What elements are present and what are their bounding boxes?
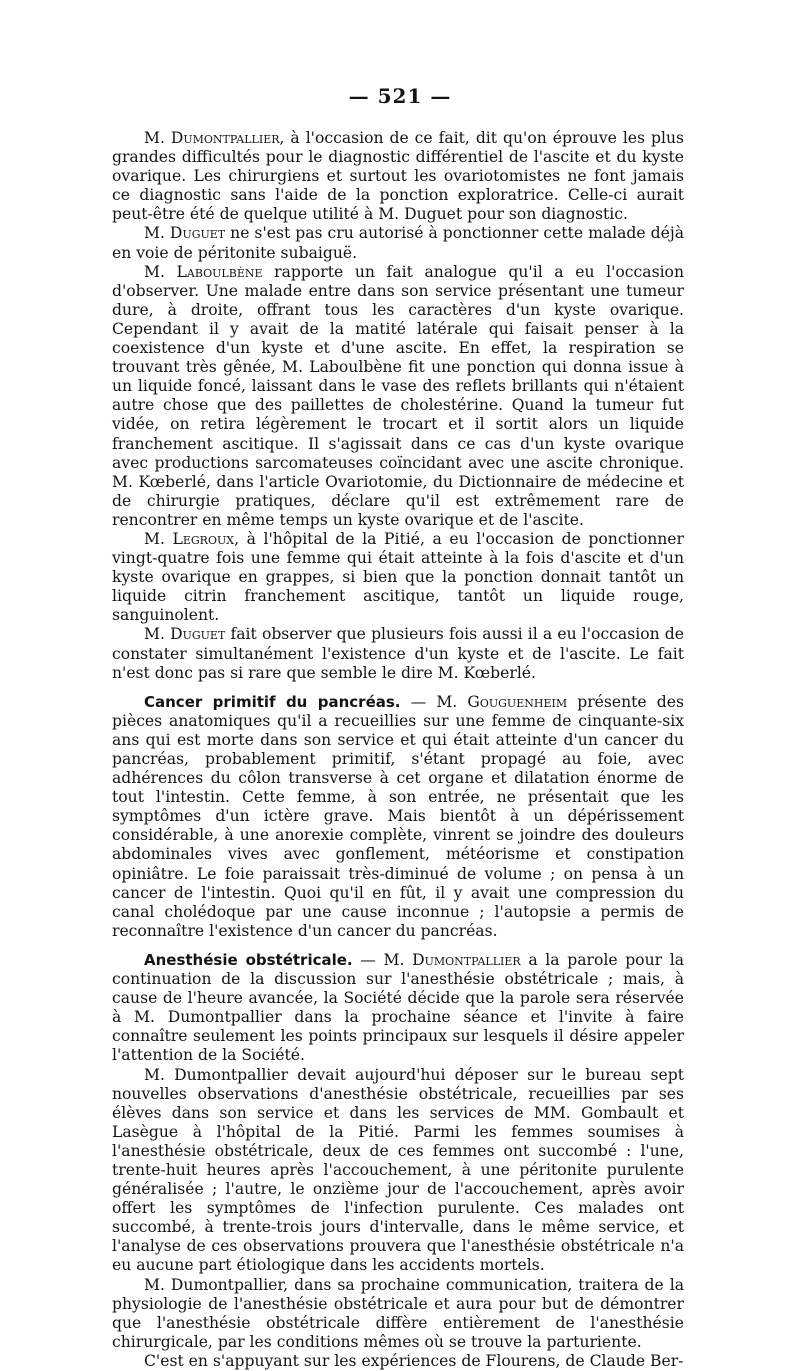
document-body xyxy=(112,129,684,1371)
paragraph-text: , à l'hôpital de la Pitié, a eu l'occasion de ponctionner vingt-quatre fois une femme qui était atteinte à la fois d'ascite et d'un kyste ovarique en grappes, si bien que la ponction donnait tantôt un liquide citrin franchement ascitique, tantôt un liquide rouge, sanguinolent. xyxy=(112,529,684,625)
paragraph-text: fait observer que plusieurs fois aussi il a eu l'occasion de constater simultanément l'existence d'un kyste et de l'ascite. Le fait n'est donc pas si rare que semble le dire M. Kœberlé. xyxy=(112,625,685,682)
speaker-name: M. Legroux xyxy=(144,529,235,548)
paragraph-text: a la parole pour la continuation de la discussion sur l'anesthésie obstétricale ; mais, à cause de l'heure avancée, la Société décide que la parole sera réservée à M. Dumontpallier dans la prochaine séance et l'invite à faire connaître seulement les points principaux sur lesquels il désire appeler l'attention de la Société. xyxy=(112,950,684,1065)
paragraph-text: présente des pièces anatomiques qu'il a recueillies sur une femme de cinquante-six ans qui est morte dans son service et qui était atteinte d'un cancer du pancréas, probablement primitif, s'étant propagé au foie, avec adhérences du côlon transverse à cet organe et dilatation énorme de tout l'intestin. Cette femme, à son entrée, ne présentait que les symptômes d'un ictère grave. Mais bientôt à un dépérissement considérable, à une anorexie complète, vinrent se joindre des douleurs abdominales vives avec gonflement, météorisme et constipation opiniâtre. Le foie paraissait très-diminué de volume ; on pensa à un cancer de l'intestin. Quoi qu'il en fût, il y avait une compression du canal cholédoque par une cause inconnue ; l'autopsie a permis de reconnaître l'existence d'un cancer du pancréas. xyxy=(112,692,684,940)
speaker-name: M. Gouguenheim xyxy=(436,692,568,711)
speaker-name: M. Dumontpallier xyxy=(144,129,280,147)
paragraph-text: , à l'occasion de ce fait, dit qu'on éprouve les plus grandes difficultés pour le diagnostic différentiel de l'ascite et du kyste ovarique. Les chirurgiens et surtout les ovariotomistes ne font jamais ce diagnostic sans l'aide de la ponction exploratrice. Celle-ci aurait peut-être été de quelque utilité à M. Duguet pour son diagnostic. xyxy=(112,129,685,224)
paragraph-duguet xyxy=(112,224,684,262)
section-gap xyxy=(112,941,684,951)
paragraph-legroux xyxy=(112,530,684,625)
paragraph-observations xyxy=(112,1066,684,1276)
speaker-name: M. Duguet xyxy=(144,625,226,644)
paragraph-final xyxy=(112,1352,684,1371)
section-title: Cancer primitif du pancréas. xyxy=(144,692,401,711)
paragraph-text: ne s'est pas cru autorisé à ponctionner cette malade déjà en voie de péritonite subaiguë. xyxy=(112,224,684,262)
paragraph-text: C'est en s'appuyant sur les expériences de Flourens, de Claude Ber- xyxy=(144,1351,684,1370)
paragraph-text: M. Dumontpallier devait aujourd'hui déposer sur le bureau sept nouvelles observations d'anesthésie obstétricale, recueillies par ses élèves dans son service et dans les services de MM. Gombault et Lasègue à l'hôpital de la Pitié. Parmi les femmes soumises à l'anesthésie obstétricale, deux de ces femmes ont succombé : l'une, trente-huit heures après l'accouchement, à une péritonite purulente généralisée ; l'autre, le onzième jour de l'accouchement, après avoir offert les symptômes de l'infection purulente. Ces malades ont succombé, à trente-trois jours d'intervalle, dans le même service, et l'analyse de ces observations prouvera que l'anesthésie obstétricale n'a eu aucune part étiologique dans les accidents mortels. xyxy=(112,1065,684,1275)
paragraph-laboulbene xyxy=(112,263,684,530)
page-number: — 521 — xyxy=(348,84,452,108)
speaker-name: M. Dumontpallier xyxy=(383,950,521,969)
paragraph-duguet-2 xyxy=(112,625,684,682)
section-anesthesie: Anesthésie obstétricale. — M. Dumontpallier a la parole pour la continuation de la discussion sur l'anesthésie obstétricale ; mais, à cause de l'heure avancée, la Société décide que la parole sera réservée à M. Dumontpallier dans la prochaine séance et l'invite à faire connaître seulement les points principaux sur lesquels il désire appeler l'attention de la Société. xyxy=(112,950,684,1065)
section-title: Anesthésie obstétricale. xyxy=(144,950,353,969)
paragraph-physiologie xyxy=(112,1276,684,1352)
section-gap xyxy=(112,683,684,693)
paragraph-text: rapporte un fait analogue qu'il a eu l'occasion d'observer. Une malade entre dans son service présentant une tumeur dure, à droite, offrant tous les caractères d'un kyste ovarique. Cependant il y avait de la matité latérale qui faisait penser à la coexistence d'un kyste et d'une ascite. En effet, la respiration se trouvant très gênée, M. Laboulbène fit une ponction qui donna issue à un liquide foncé, laissant dans le vase des reflets brillants qui n'étaient autre chose que des paillettes de cholestérine. Quand la tumeur fut vidée, on retira légèrement le trocart et il sortit alors un liquide franchement ascitique. Il s'agissait dans ce cas d'un kyste ovarique avec productions sarcomateuses coïncidant avec une ascite chronique. M. Kœberlé, dans l'article Ovariotomie, du Dictionnaire de médecine et de chirurgie pratiques, déclare qu'il est extrêmement rare de rencontrer en même temps un kyste ovarique et de l'ascite. xyxy=(112,262,684,529)
speaker-name: M. Laboulbène xyxy=(144,262,263,281)
paragraph-dumontpallier xyxy=(112,129,684,224)
paragraph-text: M. Dumontpallier, dans sa prochaine communication, traitera de la physiologie de l'anesthésie obstétricale et aura pour but de démontrer que l'anesthésie obstétricale diffère entièrement de l'anesthésie chirurgicale, par les conditions mêmes où se trouve la parturiente. xyxy=(112,1275,684,1351)
speaker-name: M. Duguet xyxy=(144,224,226,243)
section-cancer-pancreas: Cancer primitif du pancréas. — M. Gouguenheim présente des pièces anatomiques qu'il a recueillies sur une femme de cinquante-six ans qui est morte dans son service et qui était atteinte d'un cancer du pancréas, probablement primitif, s'étant propagé au foie, avec adhérences du côlon transverse à cet organe et dilatation énorme de tout l'intestin. Cette femme, à son entrée, ne présentait que les symptômes d'un ictère grave. Mais bientôt à un dépérissement considérable, à une anorexie complète, vinrent se joindre des douleurs abdominales vives avec gonflement, météorisme et constipation opiniâtre. Le foie paraissait très-diminué de volume ; on pensa à un cancer de l'intestin. Quoi qu'il en fût, il y avait une compression du canal cholédoque par une cause inconnue ; l'autopsie a permis de reconnaître l'existence d'un cancer du pancréas. xyxy=(112,692,684,940)
